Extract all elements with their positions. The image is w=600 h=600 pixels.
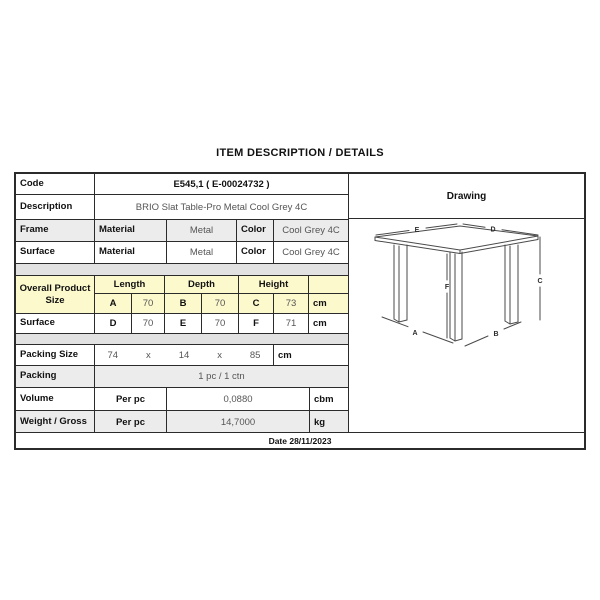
volume-row: [16, 388, 348, 411]
packing-size-dim2: 14: [178, 349, 190, 361]
surface-size-unit: cm: [313, 318, 327, 329]
volume-unit: cbm: [314, 393, 334, 405]
drawing-label-b: B: [493, 331, 499, 338]
frame-material-value: Metal: [167, 220, 237, 241]
overall-size-header-row: [95, 276, 348, 294]
length-header: Length: [95, 276, 165, 293]
frame-material-label: Material: [95, 220, 167, 241]
weight-value: 14,7000: [167, 411, 310, 433]
weight-unit: kg: [310, 411, 348, 433]
packing-row: [16, 366, 348, 388]
packing-size-unit: cm: [278, 349, 292, 361]
drawing-label-d: D: [490, 226, 496, 234]
code-row: [16, 174, 348, 195]
spacer-band: [16, 264, 348, 276]
packing-size-label: Packing Size: [16, 345, 95, 365]
drawing-label-c: C: [537, 278, 543, 285]
description-row: [16, 195, 348, 220]
dim-c-key: C: [239, 294, 274, 313]
surface-row: [16, 242, 348, 264]
surface-size-label: Surface: [16, 314, 95, 333]
packing-size-dim3: 85: [249, 349, 261, 361]
dim-b-value: 70: [202, 294, 239, 313]
weight-label: Weight / Gross: [16, 411, 95, 433]
overall-size-block: [16, 276, 348, 314]
dim-a-value: 70: [132, 294, 165, 313]
drawing-label-f: F: [444, 284, 450, 291]
dim-f-value: 71: [274, 314, 309, 333]
packing-size-times: x: [146, 349, 151, 361]
frame-label: Frame: [16, 220, 95, 241]
volume-value: 0,0880: [167, 388, 310, 410]
overall-size-unit: cm: [309, 294, 348, 313]
overall-size-value-row: [95, 294, 348, 313]
dim-d-value: 70: [132, 314, 165, 333]
spec-table: [14, 172, 586, 450]
packing-label: Packing: [16, 366, 95, 387]
surface-material-label: Material: [95, 242, 167, 263]
weight-per-pc: Per pc: [95, 411, 167, 433]
drawing-canvas: [349, 219, 584, 431]
packing-size-dim1: 74: [107, 349, 119, 361]
spacer-band: [16, 334, 348, 345]
volume-label: Volume: [16, 388, 95, 410]
code-label: Code: [16, 174, 95, 194]
date-row: [16, 432, 584, 448]
overall-size-empty-cell: [309, 276, 348, 293]
surface-size-row: [16, 314, 348, 334]
height-header: Height: [239, 276, 309, 293]
dim-d-key: D: [95, 314, 132, 333]
packing-size-row: [16, 345, 348, 366]
description-label: Description: [16, 195, 95, 219]
drawing-label-e: E: [414, 227, 420, 234]
drawing-panel: [349, 174, 584, 432]
table-drawing: [349, 219, 583, 431]
dim-b-key: B: [165, 294, 202, 313]
surface-material-value: Metal: [167, 242, 237, 263]
surface-color-value: Cool Grey 4C: [282, 247, 340, 258]
date-text: Date 28/11/2023: [268, 435, 332, 446]
frame-color-value: Cool Grey 4C: [274, 220, 348, 241]
dim-e-value: 70: [202, 314, 239, 333]
packing-value: 1 pc / 1 ctn: [95, 366, 348, 387]
description-value: BRIO Slat Table-Pro Metal Cool Grey 4C: [135, 201, 308, 213]
frame-row: [16, 220, 348, 242]
dim-a-key: A: [95, 294, 132, 313]
weight-row: [16, 411, 348, 433]
table-leg-left: [394, 245, 407, 322]
volume-per-pc: Per pc: [95, 388, 167, 410]
packing-size-times: x: [217, 349, 222, 361]
dimension-line-d: [463, 224, 538, 235]
page-title: ITEM DESCRIPTION / DETAILS: [216, 147, 384, 159]
table-leg-right: [505, 245, 518, 324]
overall-size-label: Overall Product Size: [16, 276, 95, 313]
dim-e-key: E: [165, 314, 202, 333]
packing-size-values: [95, 345, 274, 365]
dim-c-value: 73: [274, 294, 309, 313]
depth-header: Depth: [165, 276, 239, 293]
dim-f-key: F: [239, 314, 274, 333]
code-value: E545,1 ( E-00024732 ): [173, 178, 270, 190]
surface-label: Surface: [16, 242, 95, 263]
spec-left-section: [16, 174, 349, 432]
table-leg-center: [450, 252, 462, 341]
drawing-label-a: A: [412, 330, 418, 337]
drawing-panel-title: Drawing: [349, 174, 584, 219]
surface-color-label: Color: [237, 242, 274, 263]
frame-color-label: Color: [237, 220, 274, 241]
